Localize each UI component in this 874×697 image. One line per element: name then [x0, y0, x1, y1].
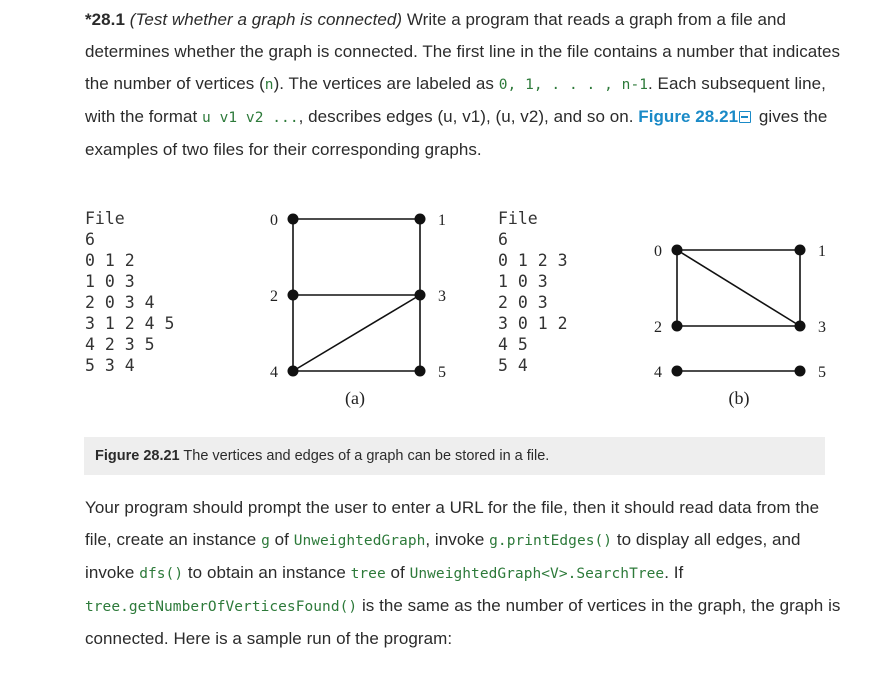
graph-a-vertex	[288, 366, 299, 377]
graph-a-vertex	[415, 290, 426, 301]
intro-text: ). The vertices are labeled as	[273, 74, 499, 93]
outro-text: to obtain an instance	[183, 563, 351, 582]
graph-b-vertex-label: 3	[818, 319, 826, 336]
file-line: 1 0 3	[498, 272, 548, 291]
intro-text: Write a program that reads a graph from a file and determines whether the graph is connected. The first line in the file contains a number that indicates the number of vertices (	[85, 10, 841, 93]
file-line: 5 3 4	[85, 356, 135, 375]
exercise-number: *28.1	[85, 10, 125, 29]
graph-a-vertex	[288, 290, 299, 301]
outro-text: of	[385, 563, 410, 582]
graph-b-vertex-label: 5	[818, 364, 826, 381]
exercise-title: (Test whether a graph is connected)	[129, 10, 403, 29]
program-paragraph	[85, 492, 845, 655]
graph-a-vertex-label: 1	[438, 212, 446, 229]
file-line: 4 2 3 5	[85, 335, 155, 354]
graph-a-vertex	[288, 214, 299, 225]
graph-b-vertex-label: 4	[654, 364, 662, 381]
file-line: 0 1 2	[85, 251, 135, 270]
file-line: 1 0 3	[85, 272, 135, 291]
outro-text: . If	[664, 563, 684, 582]
code-g: g	[261, 533, 270, 549]
intro-text: , describes edges (u, v1), (u, v2), and so on.	[298, 107, 639, 126]
outro-text: Your program should prompt the user to enter a URL for the file, then it should read data from the file, create an instance	[85, 498, 820, 549]
caption-label: Figure 28.21	[95, 448, 180, 464]
outro-text: to display all edges, and invoke	[85, 530, 801, 582]
code-tree: tree	[350, 566, 386, 582]
graph-b-vertex-label: 1	[818, 243, 826, 260]
graph-a-edge	[293, 295, 420, 371]
file-line: 5 4	[498, 356, 528, 375]
graph-b-vertex	[672, 245, 683, 256]
graph-b-vertex	[795, 245, 806, 256]
code-found: tree.getNumberOfVerticesFound()	[85, 599, 358, 615]
file-line: 6	[85, 230, 95, 249]
outro-text: is the same as the number of vertices in the graph, the graph is connected. Here is a sample run of the program:	[85, 596, 841, 648]
graph-a-vertex-label: 0	[270, 212, 278, 229]
file-line: File	[498, 209, 538, 228]
file-line: 3 0 1 2	[498, 314, 568, 333]
file-line: 2 0 3 4	[85, 293, 155, 312]
graph-b-vertex-label: 2	[654, 319, 662, 336]
file-line: 2 0 3	[498, 293, 548, 312]
graph-a-vertex-label: 4	[270, 364, 278, 381]
graph-a-sublabel: (a)	[345, 388, 365, 408]
graph-b-vertex	[795, 321, 806, 332]
file-line: 4 5	[498, 335, 528, 354]
graph-a-vertex	[415, 366, 426, 377]
code-class: UnweightedGraph	[293, 533, 426, 549]
outro-text: , invoke	[425, 530, 490, 549]
graph-a-vertex-label: 2	[270, 288, 278, 305]
graph-b-edge	[677, 250, 800, 326]
intro-text: . Each subsequent line, with the format	[85, 74, 826, 126]
figure-link-label: Figure 28.21	[638, 107, 739, 126]
intro-text: gives the examples of two files for their corresponding graphs.	[85, 107, 828, 159]
graph-b-sublabel: (b)	[728, 388, 750, 408]
code-format: u v1 v2 ...	[202, 110, 299, 126]
graph-b-vertex	[672, 366, 683, 377]
file-line: 6	[498, 230, 508, 249]
graph-b-vertex	[672, 321, 683, 332]
outro-text: of	[269, 530, 294, 549]
graph-a-vertex-label: 3	[438, 288, 446, 305]
file-line: File	[85, 209, 125, 228]
code-labels: 0, 1, . . . , n-1	[498, 77, 649, 93]
graph-b-vertex	[795, 366, 806, 377]
figure-caption	[84, 437, 825, 475]
graph-a-vertex	[415, 214, 426, 225]
code-print: g.printEdges()	[489, 533, 613, 549]
file-line: 3 1 2 4 5	[85, 314, 175, 333]
graph-b-vertex-label: 0	[654, 243, 662, 260]
graph-b	[654, 243, 826, 381]
graph-a-vertex-label: 5	[438, 364, 446, 381]
caption-text: The vertices and edges of a graph can be stored in a file.	[179, 448, 550, 464]
graph-a	[270, 212, 446, 381]
code-n: n	[264, 77, 274, 93]
file-line: 0 1 2 3	[498, 251, 568, 270]
code-searchtree: UnweightedGraph<V>.SearchTree	[409, 566, 665, 582]
code-dfs: dfs()	[139, 566, 184, 582]
